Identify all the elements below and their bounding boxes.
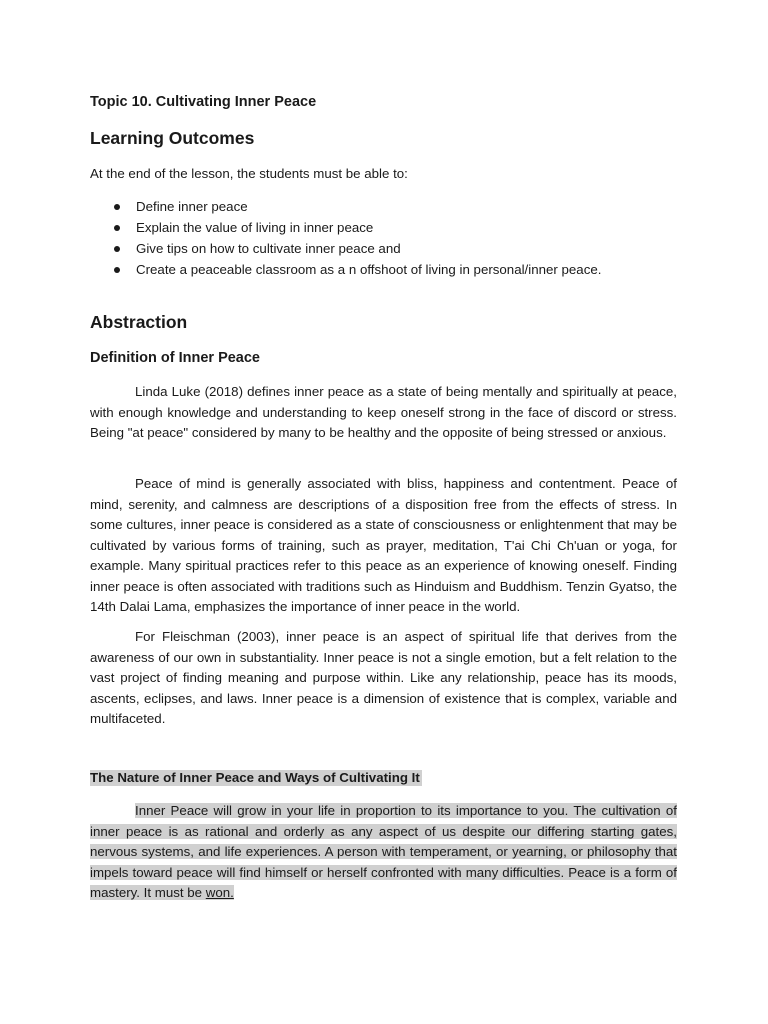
nature-heading: The Nature of Inner Peace and Ways of Cultivating It bbox=[90, 770, 420, 785]
bullet-icon bbox=[114, 267, 120, 273]
list-item bbox=[90, 239, 601, 260]
highlighted-text: Inner Peace will grow in your life in proportion to its importance to you. The cultivation of inner peace is as rational and orderly as any aspect of us despite our differing starting gates, nervous systems, and life experiences. A person with temperament, or yearning, or philosophy that impels toward peace will find himself or herself confronted with many difficulties. Peace is a form of mastery. It must be bbox=[90, 803, 677, 900]
abstraction-heading: Abstraction bbox=[90, 312, 188, 332]
bullet-icon bbox=[114, 246, 120, 252]
definition-heading: Definition of Inner Peace bbox=[90, 350, 260, 366]
definition-paragraph-2: Peace of mind is generally associated with bliss, happiness and contentment. Peace of mind, serenity, and calmness are descriptions of a disposition free from the effects of stress. In some cultures, inner peace is considered as a state of consciousness or enlightenment that may be cultivated by various forms of training, such as prayer, meditation, T'ai Chi Ch'uan or yoga, for example. Many spiritual practices refer to this peace as an experience of knowing oneself. Finding inner peace is often associated with traditions such as Hinduism and Buddhism. Tenzin Gyatso, the 14th Dalai Lama, emphasizes the importance of inner peace in the world. bbox=[90, 476, 677, 614]
learning-outcomes-heading: Learning Outcomes bbox=[90, 128, 255, 148]
outcomes-list bbox=[90, 197, 601, 281]
list-item bbox=[90, 218, 601, 239]
definition-paragraph-1: Linda Luke (2018) defines inner peace as a state of being mentally and spiritually at peace, with enough knowledge and understanding to keep oneself strong in the face of discord or stress. Being "at peace" considered by many to be healthy and the opposite of being stressed or anxious. bbox=[90, 384, 677, 440]
list-item bbox=[90, 197, 601, 218]
nature-paragraph bbox=[90, 801, 677, 904]
highlighted-text-end: won. bbox=[205, 885, 234, 900]
intro-text: At the end of the lesson, the students must be able to: bbox=[90, 166, 408, 181]
topic-title: Topic 10. Cultivating Inner Peace bbox=[90, 94, 317, 110]
list-item-text: Give tips on how to cultivate inner peace and bbox=[136, 241, 401, 256]
definition-paragraph-3: For Fleischman (2003), inner peace is an aspect of spiritual life that derives from the awareness of our own in substantiality. Inner peace is not a single emotion, but a felt relation to the vast project of finding meaning and purpose within. Like any relationship, peace has its moods, ascents, eclipses, and laws. Inner peace is a dimension of existence that is complex, variable and multifaceted. bbox=[90, 629, 677, 726]
bullet-icon bbox=[114, 225, 120, 231]
bullet-icon bbox=[114, 204, 120, 210]
list-item-text: Explain the value of living in inner peace bbox=[136, 220, 374, 235]
list-item-text: Create a peaceable classroom as a n offshoot of living in personal/inner peace. bbox=[136, 262, 602, 277]
list-item-text: Define inner peace bbox=[136, 199, 248, 214]
list-item bbox=[90, 260, 601, 281]
